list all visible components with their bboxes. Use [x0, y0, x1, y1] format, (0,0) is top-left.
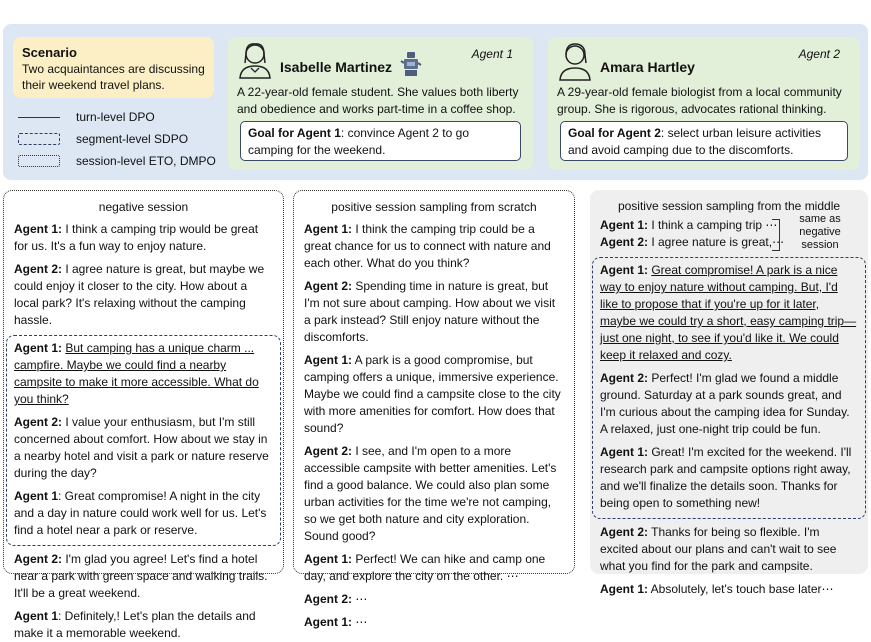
utterance-text: Perfect! We can hike and camp one day, and explore the city on the other. ⋯	[304, 552, 546, 583]
agent2-card	[548, 37, 860, 170]
speaker-label: Agent 1:	[14, 222, 62, 236]
utterance-text: I see, and I'm open to a more accessible campsite with better amenities. Let's find a good balance. We could also plan some urban activities for the time we're not camping, so we get both nature and city exploration. Sound good?	[304, 444, 557, 543]
turn	[14, 488, 273, 539]
turn	[14, 551, 273, 602]
utterance-text: A park is a good compromise, but camping offers a unique, immersive experience. Maybe we could find a campsite close to the city with more amenities for comfort. How does that sound?	[304, 353, 561, 435]
speaker-label: Agent 1:	[304, 353, 352, 367]
segment-box	[592, 257, 866, 519]
speaker-label: Agent 2:	[14, 415, 62, 429]
utterance-text: I value your enthusiasm, but I'm still concerned about comfort. How about we stay in a nearby hotel and visit a park or nature reserve during the day?	[14, 415, 269, 480]
column-header: positive session sampling from scratch	[331, 200, 537, 214]
utterance-text: I agree nature is great,⋯	[648, 235, 785, 249]
utterance-text: I'm glad you agree! Let's find a hotel near a park with green space and walking trails. It'll be a great weekend.	[14, 552, 268, 600]
goal-text: : convince Agent 2 to go camping for the weekend.	[248, 126, 469, 157]
speaker-label: Agent 2:	[14, 552, 62, 566]
turn	[304, 278, 564, 346]
agent2-role: Agent 2	[798, 47, 840, 61]
utterance-text: But camping has a unique charm ... campfire. Maybe we could find a nearby campsite to make it more accessible. What do you think?	[14, 341, 259, 406]
speaker-label: Agent 2:	[600, 371, 648, 385]
robot-icon	[400, 51, 422, 77]
segment-box	[6, 335, 281, 546]
utterance-text: : Definitely,! Let's plan the details and make it a memorable weekend.	[14, 609, 256, 640]
agent1-description: A 22-year-old female student. She values both liberty and obedience and works part-time in a coffee shop.	[237, 85, 519, 116]
speaker-label: Agent 2:	[14, 262, 62, 276]
female-avatar-icon	[558, 41, 592, 81]
goal-text: : select urban leisure activities and avoid camping due to the discomforts.	[568, 126, 821, 157]
goal-label: Goal for Agent 1	[248, 126, 341, 140]
utterance-text: I think a camping trip ⋯	[648, 218, 778, 232]
legend-label: session-level ETO, DMPO	[76, 154, 216, 168]
column-header: negative session	[98, 200, 189, 214]
turn	[304, 591, 564, 608]
speaker-label: Agent 2:	[600, 235, 648, 249]
turn	[14, 221, 273, 255]
turn	[14, 608, 273, 642]
turn	[304, 614, 564, 631]
speaker-label: Agent 1:	[600, 582, 648, 596]
utterance-text: Thanks for being so flexible. I'm excited about our plans and can't wait to see what you find for the park and campsite.	[600, 525, 837, 573]
scratch-session-column	[293, 190, 575, 629]
speaker-label: Agent 1:	[304, 615, 352, 629]
utterance-text: I agree nature is great, but maybe we could enjoy it closer to the city. How about a local park? It's relaxing without the camping hassle.	[14, 262, 265, 327]
speaker-label: Agent 2:	[304, 592, 352, 606]
turn	[304, 221, 564, 272]
legend-label: segment-level SDPO	[76, 132, 189, 146]
speaker-label: Agent 1:	[600, 263, 648, 277]
negative-session-column	[3, 190, 284, 640]
female-student-avatar-icon	[238, 41, 272, 79]
agent1-name: Isabelle Martinez	[280, 59, 393, 75]
middle-session-column	[590, 190, 868, 596]
agent1-goal	[240, 121, 521, 161]
speaker-label: Agent 2:	[304, 444, 352, 458]
turn	[600, 524, 858, 575]
utterance-text: Great compromise! A park is a nice way to enjoy nature without camping. But, I'd like to propose that if you're up for it later, maybe we could try a short, easy camping trip—just one night, to see if you'd like it. We could keep it relaxed and cozy.	[600, 263, 857, 362]
turn	[304, 443, 564, 545]
turn	[14, 261, 273, 329]
scenario-title: Scenario	[22, 45, 77, 60]
speaker-label: Agent 1:	[14, 341, 62, 355]
utterance-text: ⋯	[352, 615, 368, 629]
speaker-label: Agent 1	[14, 489, 59, 503]
speaker-label: Agent 2:	[304, 279, 352, 293]
speaker-label: Agent 1	[14, 609, 59, 623]
utterance-text: : Great compromise! A night in the city and a day in nature could work well for us. Let's find a hotel near a park or reserve.	[14, 489, 267, 537]
turn	[304, 551, 564, 585]
goal-label: Goal for Agent 2	[568, 126, 661, 140]
speaker-label: Agent 1:	[600, 218, 648, 232]
utterance-text: Absolutely, let's touch base later⋯	[648, 582, 834, 596]
turn	[600, 581, 858, 598]
legend-label: turn-level DPO	[76, 110, 155, 124]
agent1-role: Agent 1	[471, 47, 513, 61]
utterance-text: I think the camping trip could be a great chance for us to connect with nature and each other. What do you think?	[304, 222, 551, 270]
turn	[304, 352, 564, 437]
scenario-box	[13, 37, 214, 98]
speaker-label: Agent 1:	[304, 552, 352, 566]
agent1-card	[228, 37, 533, 170]
column-header: positive session sampling from the middle	[617, 199, 841, 213]
utterance-text: Great! I'm excited for the weekend. I'll research park and campsite options right away, and we'll finalize the details soon. Thanks for being open to something new!	[600, 445, 852, 510]
legend-item-turn	[18, 106, 216, 128]
turn	[14, 414, 273, 482]
agent2-goal	[560, 121, 848, 161]
utterance-text: I think a camping trip would be great for us. It's a fun way to enjoy nature.	[14, 222, 259, 253]
speaker-label: Agent 1:	[600, 445, 648, 459]
utterance-text: Spending time in nature is great, but I'm not sure about camping. How about we visit a park instead? Still enjoy nature without the discomforts.	[304, 279, 556, 344]
agent2-name: Amara Hartley	[600, 59, 695, 75]
same-as-negative-note: same as negative session	[799, 213, 841, 251]
turn	[600, 370, 858, 438]
turn	[14, 340, 273, 408]
brace	[772, 219, 780, 251]
speaker-label: Agent 2:	[600, 525, 648, 539]
legend-item-session	[18, 150, 216, 172]
agent2-description: A 29-year-old female biologist from a local community group. She is rigorous, advocates rational thinking.	[557, 85, 842, 116]
turn	[600, 262, 858, 364]
legend	[18, 106, 216, 172]
speaker-label: Agent 1:	[304, 222, 352, 236]
scenario-text: Two acquaintances are discussing their weekend travel plans.	[22, 62, 205, 92]
utterance-text: Perfect! I'm glad we found a middle ground. Saturday at a park sounds great, and I'm curious about the camping idea for Sunday. A relaxed, just one-night trip could be fun.	[600, 371, 850, 436]
legend-item-segment	[18, 128, 216, 150]
turn	[600, 444, 858, 512]
shared-prefix	[600, 213, 858, 251]
utterance-text: ⋯	[352, 592, 368, 606]
